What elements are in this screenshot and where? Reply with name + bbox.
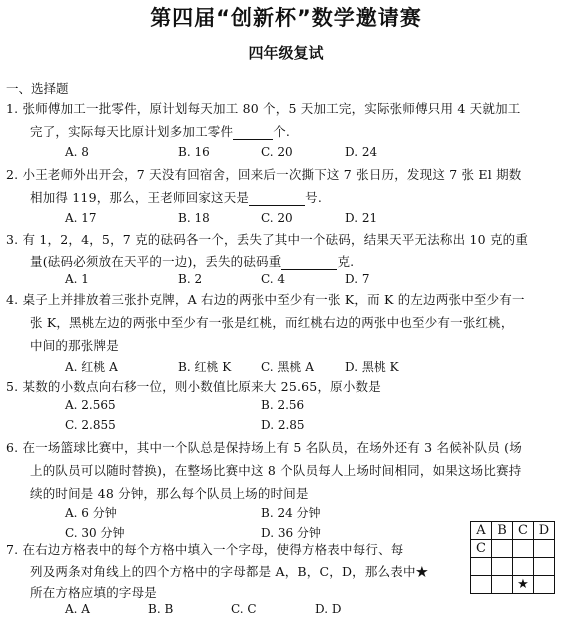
question-2-text: 相加得 119，那么，王老师回家这天是 (30, 190, 250, 205)
question-1-line-1: 1. 张师傅加工一批零件，原计划每天加工 80 个，5 天加工完，实际张师傅只用 4 天就加工 (6, 101, 521, 116)
option-b: B. 16 (178, 145, 210, 159)
question-3-line-2 (30, 252, 354, 270)
option-a: A. A (65, 602, 90, 616)
grid-cell: D (534, 522, 555, 540)
question-5-line-1: 5. 某数的小数点向右移一位，则小数值比原来大 25.65，原小数是 (6, 379, 381, 394)
option-b: B. 红桃 K (178, 360, 232, 374)
question-6-line-1: 6. 在一场篮球比赛中，其中一个队总是保持场上有 5 名队员，在场外还有 3 名候补队员 (场 (6, 440, 522, 455)
question-7-line-3: 所在方格应填的字母是 (30, 585, 158, 600)
option-a: A. 红桃 A (65, 360, 118, 374)
question-4-line-2: 张 K，黑桃左边的两张中至少有一张是红桃，而红桃右边的两张中也至少有一张红桃， (30, 315, 514, 330)
question-4-line-3: 中间的那张牌是 (30, 338, 119, 353)
option-b: B. 2 (178, 272, 203, 286)
question-1-unit: 个. (273, 124, 291, 139)
grid-cell (513, 558, 534, 576)
option-c: C. 2.855 (65, 418, 116, 432)
option-d: D. D (315, 602, 342, 616)
option-c: C. 黑桃 A (261, 360, 314, 374)
option-a: A. 6 分钟 (65, 506, 117, 520)
question-7-line-1: 7. 在右边方格表中的每个方格中填入一个字母，使得方格表中每行、每 (6, 542, 404, 557)
question-3-unit: 克. (337, 254, 355, 269)
star-cell: ★ (513, 576, 534, 594)
grid-cell (534, 576, 555, 594)
option-b: B. 18 (178, 211, 210, 225)
question-1-line-2 (30, 122, 290, 140)
option-b: B. 2.56 (261, 398, 305, 412)
option-d: D. 黑桃 K (345, 360, 399, 374)
option-a: A. 1 (65, 272, 89, 286)
grid-cell (492, 540, 513, 558)
question-2-line-2 (30, 188, 322, 206)
option-c: C. 20 (261, 145, 293, 159)
option-a: A. 2.565 (65, 398, 116, 412)
question-3-text: 量(砝码必须放在天平的一边)，丢失的砝码重 (30, 254, 282, 269)
question-2-line-1: 2. 小王老师外出开会，7 天没有回宿舍，回来后一次撕下这 7 张日历，发现这 7 张 El 期数 (6, 167, 522, 182)
letter-grid (470, 521, 555, 594)
option-d: D. 21 (345, 211, 378, 225)
grid-cell (492, 558, 513, 576)
answer-blank (249, 192, 305, 206)
grid-cell (471, 558, 492, 576)
question-4-line-1: 4. 桌子上并排放着三张扑克牌，A 右边的两张中至少有一张 K，而 K 的左边两张中至少有一 (6, 292, 525, 307)
option-c: C. 4 (261, 272, 286, 286)
question-2-unit: 号. (305, 190, 323, 205)
grid-cell: A (471, 522, 492, 540)
question-7-line-2: 列及两条对角线上的四个方格中的字母都是 A，B，C，D，那么表中★ (30, 564, 429, 579)
question-1-text: 完了，实际每天比原计划多加工零件 (30, 124, 234, 139)
answer-blank (281, 256, 337, 270)
round-subtitle: 四年级复试 (248, 44, 324, 62)
option-d: D. 36 分钟 (261, 526, 321, 540)
option-d: D. 7 (345, 272, 370, 286)
question-6-line-3: 续的时间是 48 分钟，那么每个队员上场的时间是 (30, 486, 309, 501)
question-6-line-2: 上的队员可以随时替换)，在整场比赛中这 8 个队员每人上场时间相同，如果这场比赛持 (30, 463, 522, 478)
grid-cell: B (492, 522, 513, 540)
option-c: C. 30 分钟 (65, 526, 125, 540)
question-3-line-1: 3. 有 1，2，4，5，7 克的砝码各一个，丢失了其中一个砝码，结果天平无法称出 10 克的重 (6, 232, 529, 247)
option-a: A. 8 (65, 145, 89, 159)
option-d: D. 2.85 (261, 418, 305, 432)
grid-cell (513, 540, 534, 558)
section-heading: 一、选择题 (6, 81, 69, 96)
option-d: D. 24 (345, 145, 378, 159)
option-b: B. B (148, 602, 174, 616)
option-a: A. 17 (65, 211, 97, 225)
grid-cell: C (513, 522, 534, 540)
option-c: C. 20 (261, 211, 293, 225)
grid-cell: C (471, 540, 492, 558)
contest-title: 第四届“创新杯”数学邀请赛 (150, 6, 422, 30)
grid-cell (534, 558, 555, 576)
option-c: C. C (231, 602, 257, 616)
option-b: B. 24 分钟 (261, 506, 321, 520)
answer-blank (233, 126, 273, 140)
grid-cell (534, 540, 555, 558)
grid-cell (471, 576, 492, 594)
grid-cell (492, 576, 513, 594)
